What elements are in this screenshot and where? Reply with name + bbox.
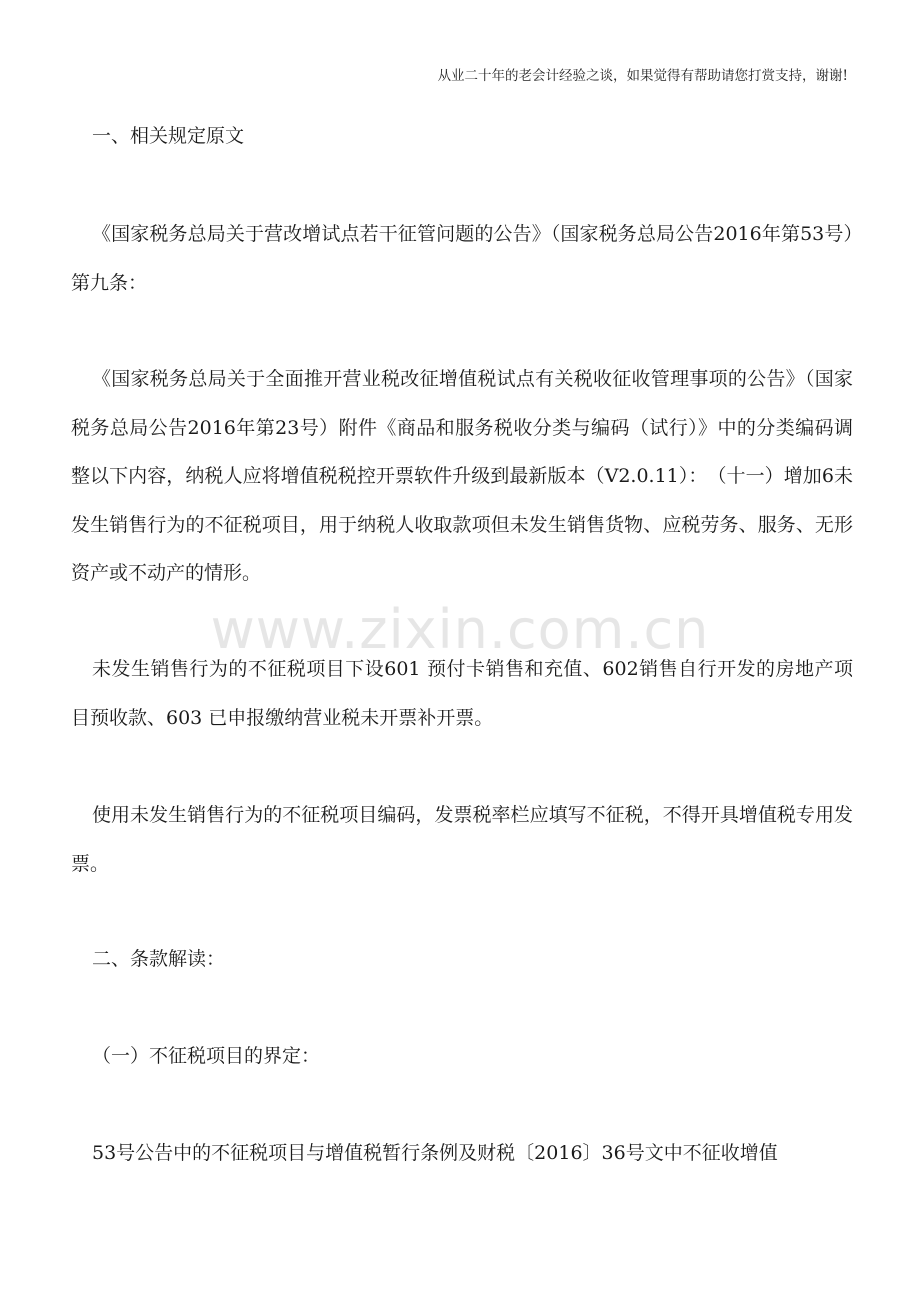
subheading-definition: （一）不征税项目的界定： bbox=[92, 1045, 321, 1067]
paragraph-announcement-23: 《国家税务总局关于全面推开营业税改征增值税试点有关税收征收管理事项的公告》（国家税务总局公告2016年第23号）附件《商品和服务税收分类与编码（试行）》中的分类编码调整以下内容，纳税人应将增值税税控开票软件升级到最新版本（V2.0.11）： （十一）增加6未发生销售行为的不征税项目，用于纳税人收取款项但未发生销售货物、应税劳务、服务、无形资产或不动产的情形。 bbox=[71, 368, 853, 584]
header-note: 从业二十年的老会计经验之谈，如果觉得有帮助请您打赏支持，谢谢! bbox=[437, 68, 848, 84]
paragraph-invoice-rule: 使用未发生销售行为的不征税项目编码，发票税率栏应填写不征税，不得开具增值税专用发票。 bbox=[71, 804, 853, 875]
paragraph-announcement-53: 《国家税务总局关于营改增试点若干征管问题的公告》（国家税务总局公告2016年第53号）第九条： bbox=[71, 223, 853, 294]
paragraph-definition: 53号公告中的不征税项目与增值税暂行条例及财税〔2016〕36号文中不征收增值 bbox=[92, 1142, 778, 1164]
section-heading-interpretation: 二、条款解读： bbox=[92, 948, 226, 970]
section-heading-regulation: 一、相关规定原文 bbox=[92, 125, 245, 147]
watermark: www.zixin.com.cn bbox=[210, 598, 710, 661]
paragraph-non-taxable-codes: 未发生销售行为的不征税项目下设601 预付卡销售和充值、602销售自行开发的房地产项目预收款、603 已申报缴纳营业税未开票补开票。 bbox=[71, 658, 853, 729]
